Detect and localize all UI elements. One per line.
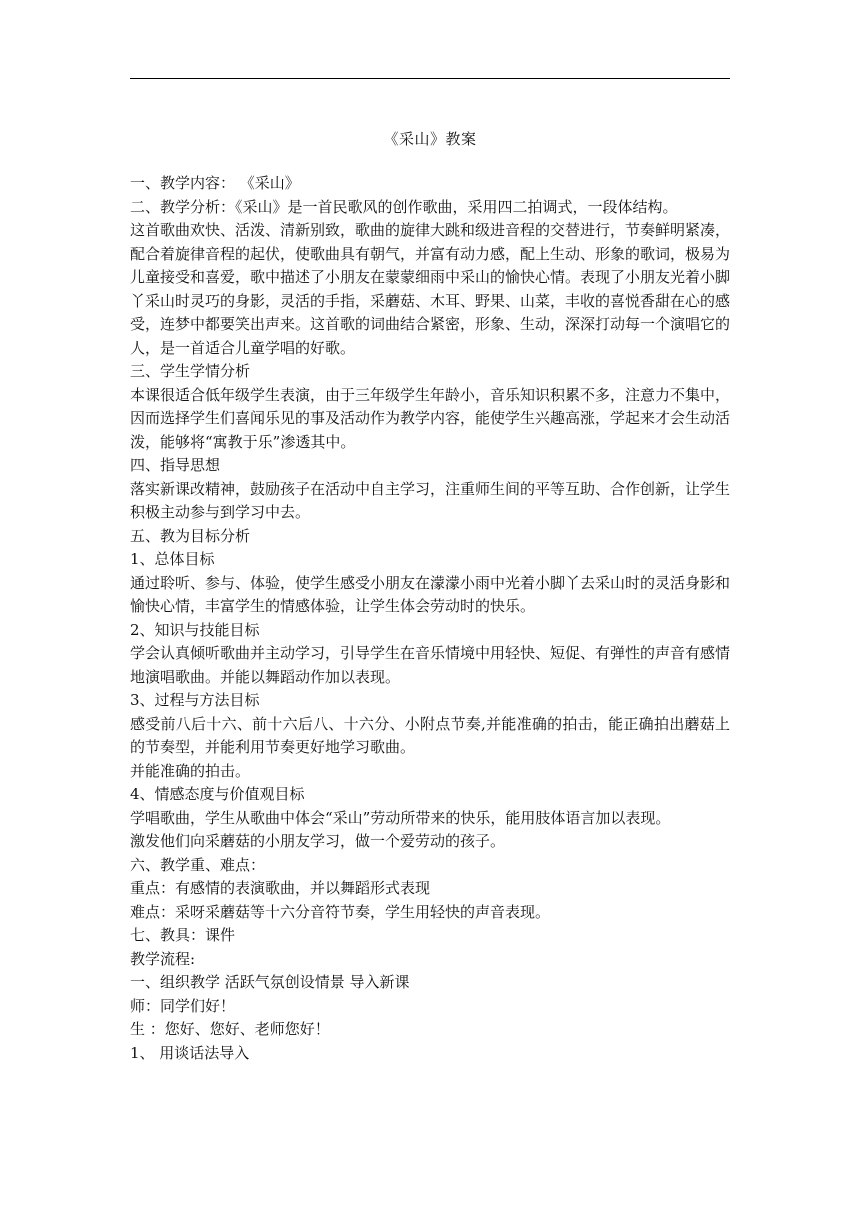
paragraph-key-point: 重点：有感情的表演歌曲，并以舞蹈形式表现 xyxy=(130,879,431,897)
subheading-emotion-values: 4、情感态度与价值观目标 xyxy=(130,785,305,803)
paragraph-process-method: 感受前八后十六、前十六后八、十六分、小附点节奏,并能准确的拍击，能正确拍出蘑菇上的节奏型，并能利用节奏更好地学习歌曲。 xyxy=(130,714,730,756)
section-heading-student-analysis: 三、学生学情分析 xyxy=(130,362,251,380)
page-title: 《采山》教案 xyxy=(383,130,477,148)
section-heading-teaching-aids: 七、教具：课件 xyxy=(130,926,236,944)
section-heading-objectives: 五、教为目标分析 xyxy=(130,526,251,545)
dialog-teacher: 师：同学们好！ xyxy=(130,996,236,1015)
subheading-overall-goal: 1、总体目标 xyxy=(130,550,215,568)
subheading-process-method: 3、过程与方法目标 xyxy=(130,691,260,709)
section-heading-key-points: 六、教学重、难点： xyxy=(130,855,266,874)
document-body xyxy=(130,172,730,1065)
header-rule xyxy=(130,78,730,79)
paragraph-song-description: 这首歌曲欢快、活泼、清新别致，歌曲的旋律大跳和级进音程的交替进行，节奏鲜明紧凑，配合着旋律音程的起伏，使歌曲具有朝气，并富有动力感，配上生动、形象的歌词，极易为儿童接受和喜爱，歌中描述了小朋友在蒙蒙细雨中采山的愉快心情。表现了小朋友光着小脚丫采山时灵巧的身影，灵活的手指，采蘑菇、木耳、野果、山菜，丰收的喜悦香甜在心的感受，连梦中都要笑出声来。这首歌的词曲结合紧密，形象、生动，深深打动每一个演唱它的人，是一首适合儿童学唱的好歌。 xyxy=(130,221,731,357)
paragraph-student-analysis: 本课很适合低年级学生表演，由于三年级学生年龄小，音乐知识积累不多，注意力不集中，因而选择学生们喜闻乐见的事及活动作为教学内容，能使学生兴趣高涨，学起来才会生动活泼，能够将“寓教于乐”渗透其中。 xyxy=(130,385,731,451)
section-heading-content: 一、教学内容： 《采山》 xyxy=(130,174,300,192)
subheading-knowledge-skill: 2、知识与技能目标 xyxy=(130,620,260,639)
section-heading-guiding-idea: 四、指导思想 xyxy=(130,456,221,474)
paragraph-knowledge-skill: 学会认真倾听歌曲并主动学习，引导学生在音乐情境中用轻快、短促、有弹性的声音有感情地演唱歌曲。并能以舞蹈动作加以表现。 xyxy=(130,644,731,686)
heading-teaching-process: 教学流程: xyxy=(130,949,196,968)
step-conversation-intro: 1、 用谈话法导入 xyxy=(130,1043,250,1062)
paragraph-emotion-values: 学唱歌曲，学生从歌曲中体会“采山”劳动所带来的快乐，能用肢体语言加以表现。 xyxy=(130,808,671,827)
paragraph-overall-goal: 通过聆听、参与、体验，使学生感受小朋友在濛濛小雨中光着小脚丫去采山时的灵活身影和愉快心情，丰富学生的情感体验，让学生体会劳动时的快乐。 xyxy=(130,573,731,615)
paragraph-process-method-extra: 并能准确的拍击。 xyxy=(130,761,251,780)
dialog-students: 生 ：您好、您好、老师您好！ xyxy=(130,1020,330,1038)
step-organize-teaching: 一、组织教学 活跃气氛创设情景 导入新课 xyxy=(130,973,410,991)
paragraph-difficult-point: 难点：采呀采蘑菇等十六分音符节奏，学生用轻快的声音表现。 xyxy=(130,902,551,921)
section-heading-analysis: 二、教学分析：《采山》是一首民歌风的创作歌曲，采用四二拍调式，一段体结构。 xyxy=(130,197,678,216)
paragraph-emotion-values-extra: 激发他们向采蘑菇的小朋友学习，做一个爱劳动的孩子。 xyxy=(130,832,506,850)
paragraph-guiding-idea: 落实新课改精神，鼓励孩子在活动中自主学习，注重师生间的平等互助、合作创新，让学生积极主动参与到学习中去。 xyxy=(130,479,731,521)
